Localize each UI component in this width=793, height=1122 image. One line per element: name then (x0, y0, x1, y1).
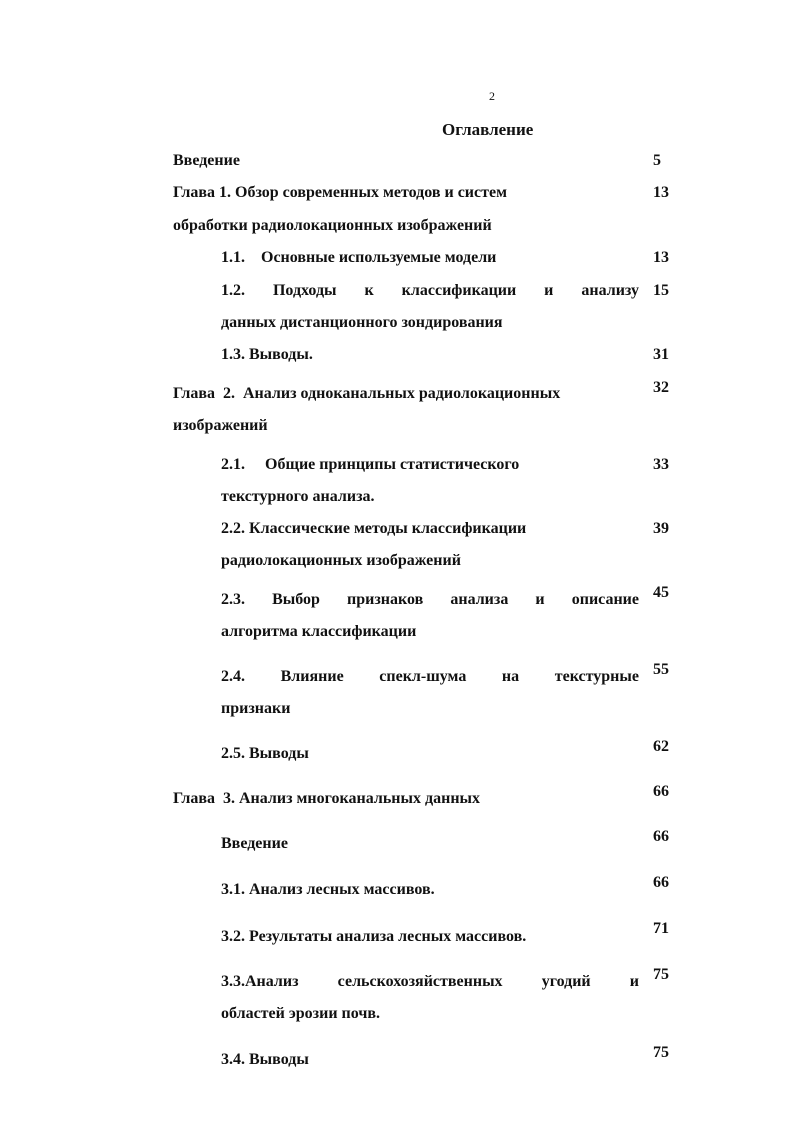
toc-entry-1-2-cont: данных дистанционного зондирования (221, 314, 503, 331)
toc-page-number: 75 (653, 966, 669, 983)
toc-entry-intro: Введение (173, 152, 240, 169)
toc-page-number: 39 (653, 520, 669, 537)
toc-entry-3-3: 3.3.Анализ сельскохозяйственных угодий и (221, 973, 639, 990)
toc-page-number: 55 (653, 661, 669, 678)
toc-page-number: 66 (653, 783, 669, 800)
toc-entry-2-1-cont: текстурного анализа. (221, 488, 375, 505)
toc-page-number: 33 (653, 456, 669, 473)
toc-entry-chapter-3: Глава 3. Анализ многоканальных данных (173, 790, 481, 807)
toc-entry-2-3: 2.3. Выбор признаков анализа и описание (221, 591, 639, 608)
toc-entry-2-4: 2.4. Влияние спекл-шума на текстурные (221, 668, 639, 685)
toc-entry-3-1: 3.1. Анализ лесных массивов. (221, 881, 435, 898)
toc-entry-3-2: 3.2. Результаты анализа лесных массивов. (221, 928, 527, 945)
toc-entry-2-5: 2.5. Выводы (221, 745, 309, 762)
toc-page-number: 75 (653, 1044, 669, 1061)
toc-page-number: 71 (653, 920, 669, 937)
toc-entry-2-2: 2.2. Классические методы классификации (221, 520, 527, 537)
toc-entry-chapter-1: Глава 1. Обзор современных методов и систем (173, 184, 507, 201)
toc-entry-2-3-cont: алгоритма классификации (221, 623, 417, 640)
toc-page-number: 13 (653, 184, 669, 201)
toc-page-number: 32 (653, 379, 669, 396)
toc-page-number: 5 (653, 152, 661, 169)
page-number: 2 (489, 89, 495, 103)
page-title: Оглавление (442, 120, 534, 139)
toc-entry-1-3: 1.3. Выводы. (221, 346, 313, 363)
toc-entry-2-2-cont: радиолокационных изображений (221, 552, 461, 569)
toc-entry-1-1: 1.1. Основные используемые модели (221, 249, 497, 266)
toc-entry-3-4: 3.4. Выводы (221, 1051, 309, 1068)
toc-page-number: 66 (653, 828, 669, 845)
toc-entry-chapter-3-intro: Введение (221, 835, 288, 852)
toc-entry-3-3-cont: областей эрозии почв. (221, 1005, 381, 1022)
toc-entry-chapter-2: Глава 2. Анализ одноканальных радиолокационных (173, 385, 561, 402)
toc-page-number: 13 (653, 249, 669, 266)
toc-page-number: 62 (653, 738, 669, 755)
toc-page-number: 45 (653, 584, 669, 601)
toc-entry-chapter-2-cont: изображений (173, 417, 268, 434)
toc-page-number: 31 (653, 346, 669, 363)
toc-page-number: 15 (653, 282, 669, 299)
toc-entry-2-1: 2.1. Общие принципы статистического (221, 456, 520, 473)
toc-entry-2-4-cont: признаки (221, 700, 291, 717)
toc-entry-chapter-1-cont: обработки радиолокационных изображений (173, 217, 492, 234)
toc-entry-1-2: 1.2. Подходы к классификации и анализу (221, 282, 639, 299)
toc-page-number: 66 (653, 874, 669, 891)
